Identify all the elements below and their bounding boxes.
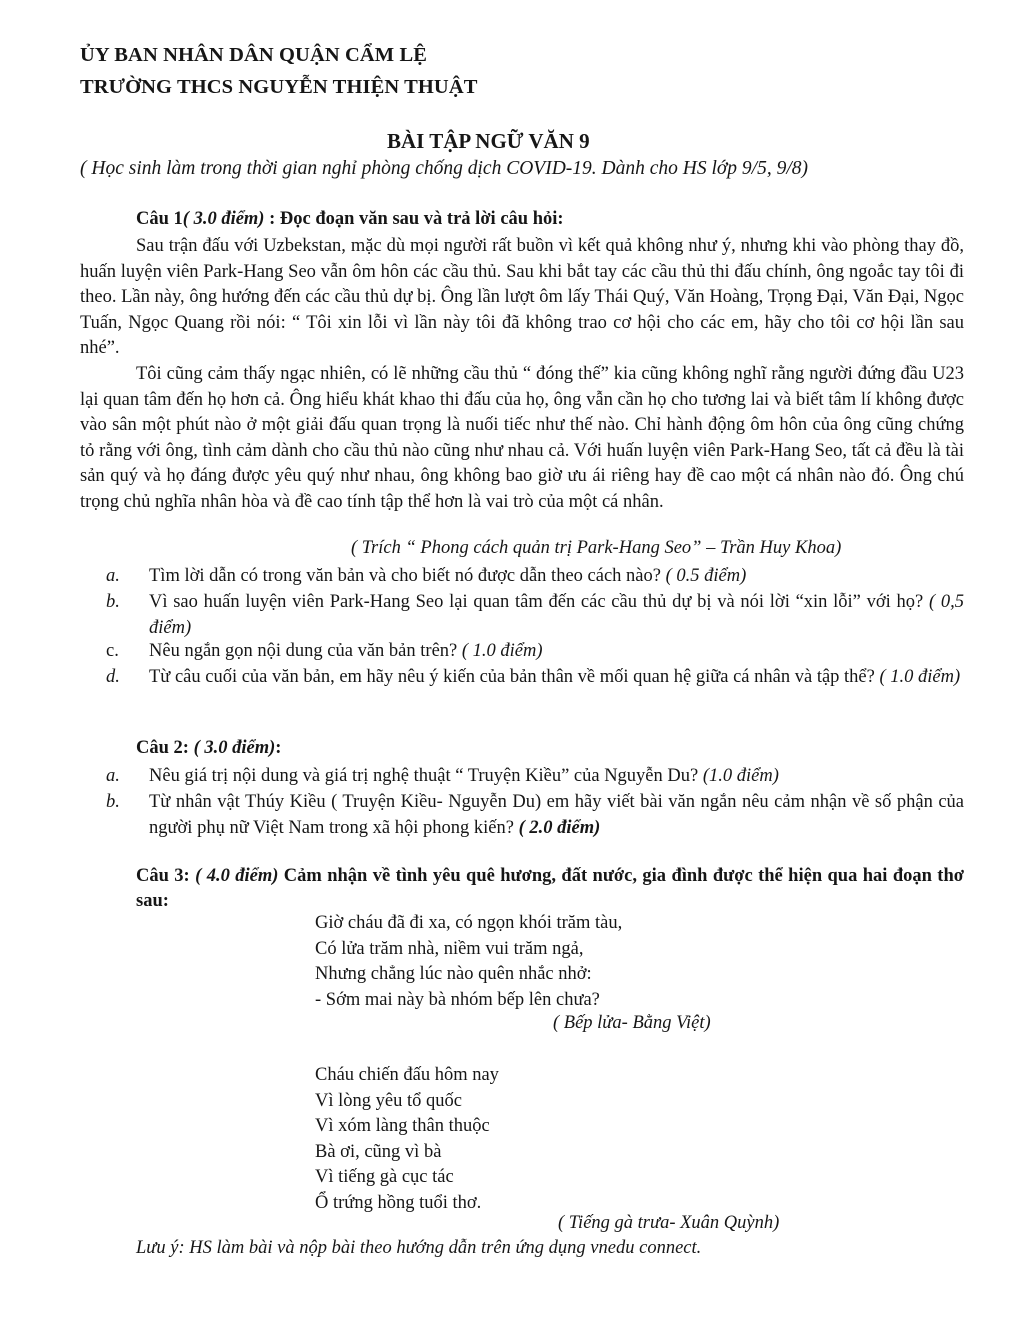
header-committee: ỦY BAN NHÂN DÂN QUẬN CẨM LỆ bbox=[80, 44, 428, 66]
q1-item-c-points: ( 1.0 điểm) bbox=[457, 641, 543, 661]
q1-item-d-points: ( 1.0 điểm) bbox=[874, 667, 961, 687]
poem-2-line: Ổ trứng hồng tuổi thơ. bbox=[315, 1192, 482, 1213]
q3-prompt: Cảm nhận về tình yêu quê hương, đất nước, gia đình được thể hiện qua hai đoạn thơ sau: bbox=[136, 866, 965, 911]
q1-passage-paragraph-2: Tôi cũng cảm thấy ngạc nhiên, có lẽ những cầu thủ “ đóng thế” kia cũng không nghĩ rằng người đứng đầu U23 lại quan tâm đến họ hơn cả. Ông hiểu khát khao thi đấu của họ, ông vẫn cần họ cho tương lai và biết tâm lí không được vào sân một phút nào ở một giải đấu quan trọng là nuối tiếc như thế nào. Chỉ hành động ôm hôn của ông cũng chứng tỏ rằng với ông, tình cảm dành cho cầu thủ nào cũng như nhau cả. Với huấn luyện viên Park-Hang Seo, tất cả đều là tài sản quý và họ đáng được yêu quý như nhau, ông không bao giờ ưu ái riêng hay đề cao một cá nhân nào đó. Ông chú trọng chủ nghĩa nhân hòa và đề cao tính tập thể hơn là vai trò của một cá nhân. bbox=[80, 364, 964, 512]
page-title: BÀI TẬP NGỮ VĂN 9 bbox=[387, 129, 590, 153]
poem-1-line: Có lửa trăm nhà, niềm vui trăm ngả, bbox=[315, 938, 584, 959]
q1-item-c-text: Nêu ngắn gọn nội dung của văn bản trên? bbox=[149, 641, 458, 661]
q2-item-a-text: Nêu giá trị nội dung và giá trị nghệ thuật “ Truyện Kiều” của Nguyễn Du? bbox=[149, 766, 699, 786]
q1-item-b-points: ( 0,5 điểm) bbox=[149, 592, 965, 638]
q1-item-b bbox=[106, 589, 964, 641]
poem-1-source: ( Bếp lửa- Bằng Việt) bbox=[553, 1013, 711, 1033]
poem-2-line: Vì tiếng gà cục tác bbox=[315, 1167, 454, 1187]
q1-item-c-marker: c. bbox=[106, 641, 119, 661]
q2-item-a bbox=[106, 763, 964, 789]
q1-heading bbox=[136, 209, 564, 230]
poem-1-line: Giờ cháu đã đi xa, có ngọn khói trăm tàu, bbox=[315, 913, 623, 933]
q1-label: Câu 1 bbox=[136, 209, 183, 229]
q1-item-a-marker: a. bbox=[106, 566, 120, 586]
q1-item-d bbox=[106, 664, 964, 690]
page-subtitle: ( Học sinh làm trong thời gian nghỉ phòng chống dịch COVID-19. Dành cho HS lớp 9/5, 9/8) bbox=[80, 158, 808, 179]
q2-points: ( 3.0 điểm) bbox=[188, 738, 276, 758]
poem-2-line: Vì xóm làng thân thuộc bbox=[315, 1116, 490, 1136]
poem-2-line: Cháu chiến đấu hôm nay bbox=[315, 1065, 499, 1085]
q1-points: ( 3.0 điểm) bbox=[182, 209, 265, 229]
q1-passage-paragraph-1: Sau trận đấu với Uzbekstan, mặc dù mọi người rất buồn vì kết quả không như ý, nhưng khi vào phòng thay đồ, huấn luyện viên Park-Hang Seo vẫn ôm hôn các cầu thủ. Sau khi bắt tay các cầu thủ thi đấu chính, ông ngoắc tay tôi đi theo. Lần này, ông hướng đến các cầu thủ dự bị. Ông lần lượt ôm lấy Thái Quý, Văn Hoàng, Trọng Đại, Văn Đại, Ngọc Tuấn, Ngọc Quang rồi nói: “ Tôi xin lỗi vì lần này tôi đã không trao cơ hội cho các em, hãy cho tôi cơ hội lần sau nhé”. bbox=[80, 236, 964, 359]
q2-item-a-marker: a. bbox=[106, 766, 120, 786]
q2-label: Câu 2: bbox=[136, 738, 189, 758]
q3-points: ( 4.0 điểm) bbox=[189, 866, 279, 886]
q2-heading bbox=[136, 738, 281, 759]
q1-item-c bbox=[106, 638, 964, 664]
q1-item-a-text: Tìm lời dẫn có trong văn bản và cho biết nó được dẫn theo cách nào? bbox=[149, 566, 661, 586]
q3-label: Câu 3: bbox=[136, 866, 190, 886]
q2-colon: : bbox=[275, 738, 282, 758]
poem-1-line: - Sớm mai này bà nhóm bếp lên chưa? bbox=[315, 989, 600, 1010]
q1-item-d-marker: d. bbox=[106, 667, 120, 687]
q1-item-b-text: Vì sao huấn luyện viên Park-Hang Seo lại quan tâm đến các cầu thủ dự bị và nói lời “xin lỗi” với họ? bbox=[149, 592, 924, 612]
footer-note: Lưu ý: HS làm bài và nộp bài theo hướng dẫn trên ứng dụng vnedu connect. bbox=[136, 1238, 702, 1258]
q2-item-b-text: Từ nhân vật Thúy Kiều ( Truyện Kiều- Nguyễn Du) em hãy viết bài văn ngắn nêu cảm nhận về số phận của người phụ nữ Việt Nam trong xã hội phong kiến? bbox=[149, 792, 964, 838]
poem-2-source: ( Tiếng gà trưa- Xuân Quỳnh) bbox=[558, 1213, 780, 1233]
q2-item-b-marker: b. bbox=[106, 792, 120, 812]
q2-item-a-points: (1.0 điểm) bbox=[698, 766, 779, 786]
q2-item-b bbox=[106, 789, 964, 841]
q1-item-a-points: ( 0.5 điểm) bbox=[660, 566, 747, 586]
q2-item-b-points: ( 2.0 điểm) bbox=[513, 818, 601, 838]
poem-2 bbox=[315, 1063, 499, 1216]
q1-item-d-text: Từ câu cuối của văn bản, em hãy nêu ý kiến của bản thân về mối quan hệ giữa cá nhân và tập thể? bbox=[149, 667, 875, 687]
q3-heading bbox=[136, 864, 964, 914]
poem-1 bbox=[315, 911, 622, 1013]
q1-prompt: : Đọc đoạn văn sau và trả lời câu hỏi: bbox=[264, 209, 564, 229]
q1-source: ( Trích “ Phong cách quản trị Park-Hang Seo” – Trần Huy Khoa) bbox=[351, 538, 842, 558]
q1-item-b-marker: b. bbox=[106, 592, 120, 612]
header-school: TRƯỜNG THCS NGUYỄN THIỆN THUẬT bbox=[80, 76, 478, 98]
poem-2-line: Vì lòng yêu tổ quốc bbox=[315, 1090, 462, 1111]
poem-2-line: Bà ơi, cũng vì bà bbox=[315, 1141, 442, 1162]
poem-1-line: Nhưng chẳng lúc nào quên nhắc nhở: bbox=[315, 964, 592, 984]
q1-item-a bbox=[106, 563, 964, 589]
